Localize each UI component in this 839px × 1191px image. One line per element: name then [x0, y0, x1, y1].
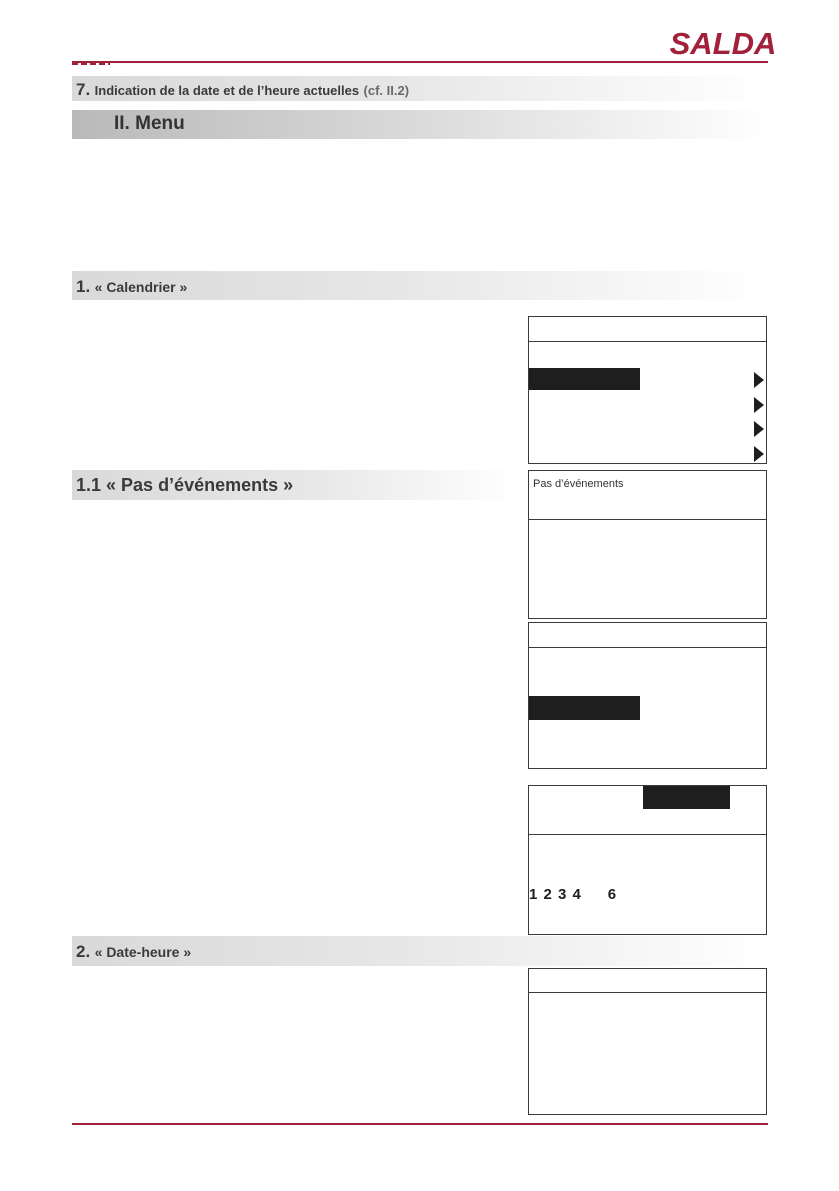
section-1-title: « Calendrier »	[94, 279, 188, 295]
lcd-screen-day-selector	[528, 785, 767, 935]
arrow-right-icon	[754, 397, 764, 413]
section-1-1-title: 1.1 « Pas d’événements »	[76, 475, 294, 495]
section-1-header	[72, 271, 768, 300]
menu-selection-highlight	[529, 368, 640, 390]
section-7-number: 7.	[76, 80, 91, 99]
arrow-right-icon	[754, 421, 764, 437]
arrow-right-icon	[754, 372, 764, 388]
section-2-header	[72, 936, 768, 966]
screen-divider	[529, 992, 766, 993]
footer-rule	[72, 1123, 768, 1125]
screen-divider	[529, 834, 766, 835]
screen-divider	[529, 519, 766, 520]
header-rule-dash	[72, 63, 110, 65]
day-digits: 1 2 3 4 6	[529, 886, 618, 903]
section-1-1-header	[72, 470, 518, 500]
lcd-screen-calendar-menu	[528, 316, 767, 464]
header-selection-highlight	[643, 786, 730, 809]
section-1-number: 1.	[76, 277, 91, 296]
lcd-screen-no-events	[528, 470, 767, 619]
salda-logo-text: SALDA	[669, 26, 777, 61]
chapter-menu-header	[72, 110, 768, 139]
section-7-header	[72, 76, 768, 101]
salda-logo	[669, 24, 777, 61]
header-rule	[72, 61, 768, 63]
chapter-menu-title: II. Menu	[114, 113, 185, 134]
screen-title: Pas d’événements	[533, 478, 624, 490]
section-2-title: « Date-heure »	[94, 944, 192, 960]
lcd-screen-menu-2	[528, 622, 767, 769]
arrow-right-icon	[754, 446, 764, 462]
screen-divider	[529, 647, 766, 648]
lcd-screen-date-time	[528, 968, 767, 1115]
section-7-ref: (cf. II.2)	[363, 83, 410, 98]
screen-divider	[529, 341, 766, 342]
menu-selection-highlight	[529, 696, 640, 720]
section-7-title: Indication de la date et de l’heure actuelles	[94, 83, 360, 98]
section-2-number: 2.	[76, 942, 91, 961]
